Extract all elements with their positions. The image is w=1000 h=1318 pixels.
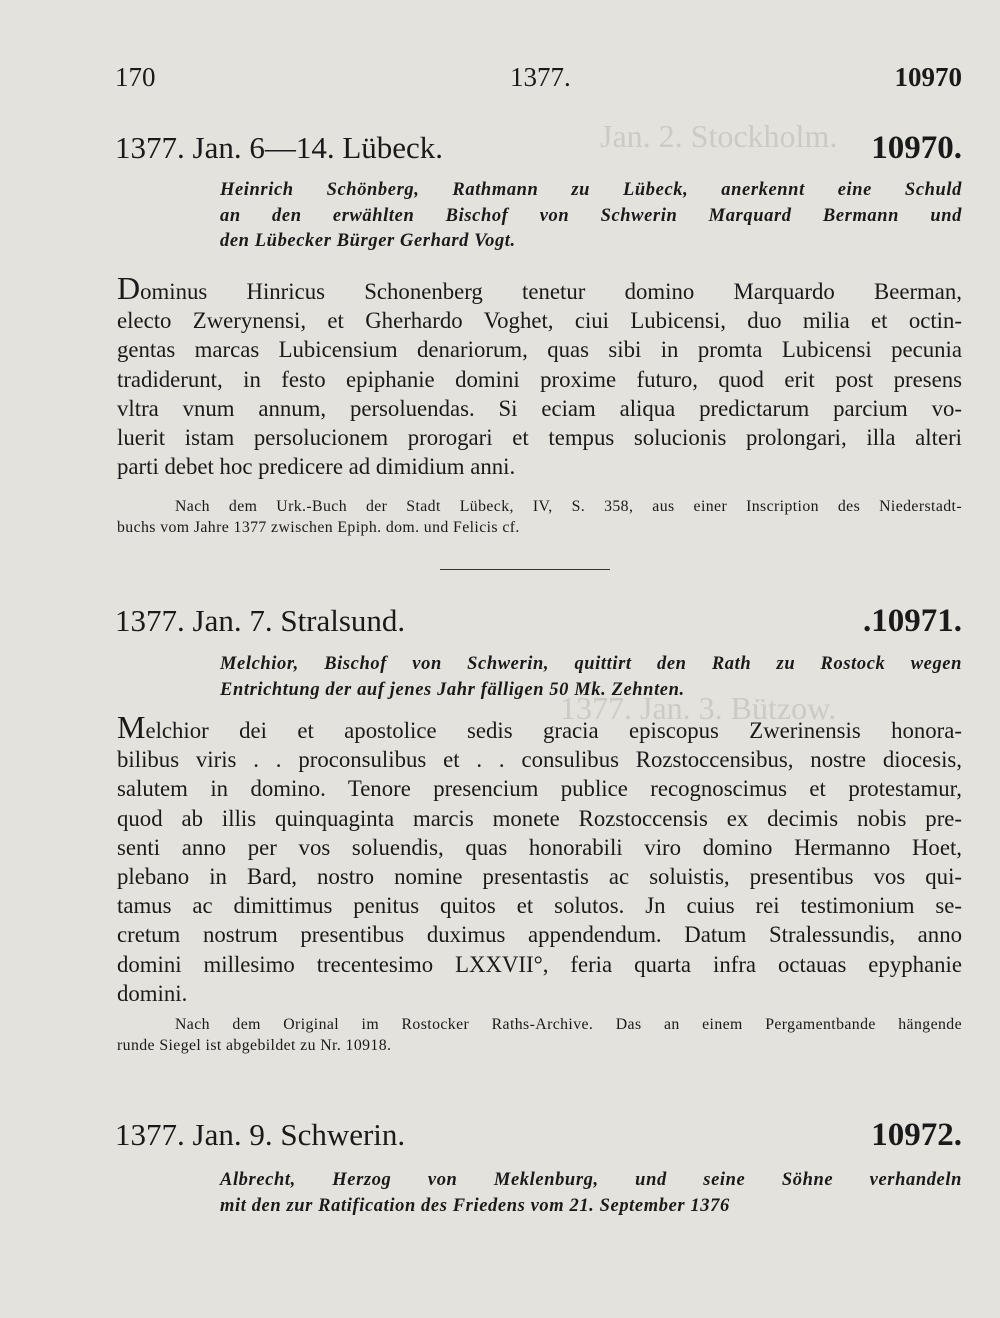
entry-number: 10972. [871, 1117, 962, 1153]
page-number: 170 [115, 62, 156, 92]
source-note [117, 496, 962, 538]
entry-date-place: 1377. Jan. 6—14. Lübeck. [115, 130, 444, 165]
text-line: luerit istam persolucionem prorogari et tempus solucionis prolongari, illa alteri [117, 425, 962, 451]
entry-regest [220, 1168, 962, 1219]
section-divider [440, 569, 610, 570]
text-line: quod ab illis quinquaginta marcis monete Rozstoccensis ex decimis nobis pre- [117, 805, 962, 831]
bleed-through-mark: 1377. Jan. 3. Bützow. [560, 690, 837, 726]
regest-line: den Lübecker Bürger Gerhard Vogt. [220, 231, 516, 251]
regest-line: Melchior, Bischof von Schwerin, quittirt den Rath zu Rostock wegen [220, 654, 962, 674]
entry-regest [220, 178, 962, 255]
text-line: Dominus Hinricus Schonenberg tenetur domino Marquardo Beerman, [117, 270, 962, 306]
regest-line: Albrecht, Herzog von Meklenburg, und seine Söhne verhandeln [220, 1170, 962, 1190]
note-line: Nach dem Original im Rostocker Raths-Archive. Das an einem Pergamentbande hängende [175, 1016, 962, 1033]
text-line: gentas marcas Lubicensium denariorum, quas sibi in promta Lubicensi pecunia [117, 337, 962, 363]
text-line: Melchior dei et apostolice sedis gracia episcopus Zwerinensis honora- [117, 709, 962, 745]
entry-text [117, 709, 962, 1008]
text-line: plebano in Bard, nostro nomine presentastis ac soluistis, presentibus vos qui- [117, 864, 962, 890]
text-line: electo Zwerynensi, et Gherhardo Voghet, ciui Lubicensi, duo milia et octin- [117, 308, 962, 334]
entry-heading [115, 603, 962, 649]
entry-number: .10971. [863, 603, 962, 639]
entry-text [117, 270, 962, 481]
note-line: buchs vom Jahre 1377 zwischen Epiph. dom. und Felicis cf. [117, 519, 520, 536]
bleed-through-mark: Jan. 2. Stockholm. [600, 118, 838, 154]
text-line: domini millesimo trecentesimo LXXVII°, feria quarta infra octauas epyphanie [117, 951, 962, 977]
note-line: Nach dem Urk.-Buch der Stadt Lübeck, IV, S. 358, aus einer Inscription des Niederstadt- [175, 498, 962, 515]
initial-letter: M [117, 709, 146, 745]
regest-line: Heinrich Schönberg, Rathmann zu Lübeck, anerkennt eine Schuld [220, 180, 962, 200]
text-line: parti debet hoc predicere ad dimidium anni. [117, 454, 516, 480]
running-entry-number: 10970 [894, 62, 962, 92]
entry-date-place: 1377. Jan. 9. Schwerin. [115, 1117, 406, 1152]
text-line: bilibus viris . . proconsulibus et . . consulibus Rozstoccensibus, nostre diocesis, [117, 747, 962, 773]
entry-heading [115, 1117, 962, 1163]
entry-number: 10970. [871, 130, 962, 166]
entry-heading [115, 130, 962, 176]
regest-line: Entrichtung der auf jenes Jahr fälligen 50 Mk. Zehnten. [220, 679, 685, 700]
text-line: cretum nostrum presentibus duximus appendendum. Datum Stralessundis, anno [117, 922, 962, 948]
running-year: 1377. [510, 62, 571, 92]
text-line: domini. [117, 980, 188, 1006]
text-line: tradiderunt, in festo epiphanie domini proxime futuro, quod erit post presens [117, 366, 962, 392]
text-line: senti anno per vos soluendis, quas honorabili viro domino Hermanno Hoet, [117, 834, 962, 860]
running-head [115, 62, 962, 102]
initial-letter: D [117, 270, 141, 306]
note-line: runde Siegel ist abgebildet zu Nr. 10918. [117, 1037, 392, 1054]
text-line: salutem in domino. Tenore presencium publice recognoscimus et protestamur, [117, 776, 962, 802]
text-line: vltra vnum annum, persoluendas. Si eciam aliqua predictarum parcium vo- [117, 395, 962, 421]
regest-line: mit den zur Ratification des Friedens vom 21. September 1376 [220, 1195, 730, 1216]
regest-line: an den erwählten Bischof von Schwerin Marquard Bermann und [220, 205, 962, 226]
entry-regest [220, 652, 962, 703]
text-line: tamus ac dimittimus penitus quitos et solutos. Jn cuius rei testimonium se- [117, 893, 962, 919]
source-note [117, 1014, 962, 1056]
entry-date-place: 1377. Jan. 7. Stralsund. [115, 603, 406, 638]
